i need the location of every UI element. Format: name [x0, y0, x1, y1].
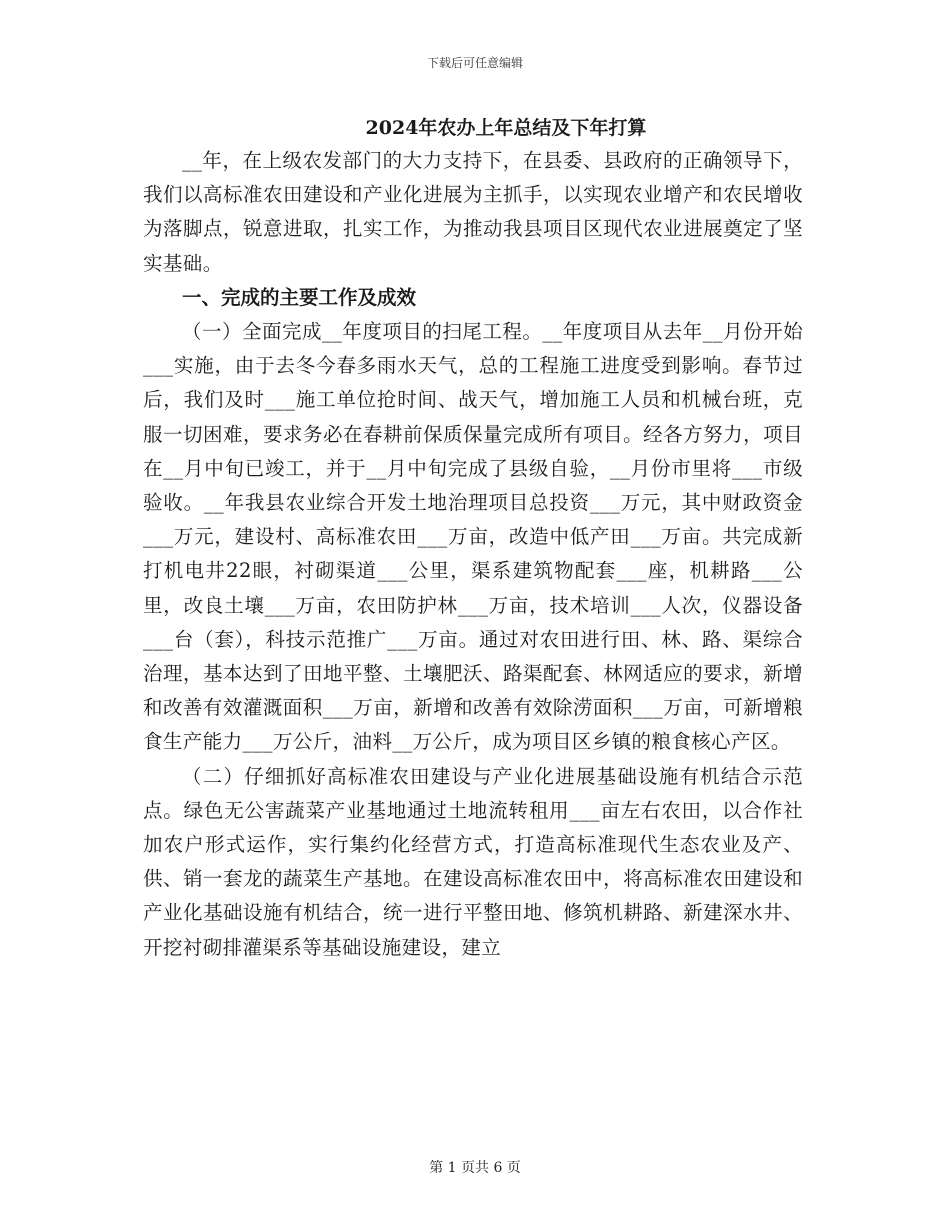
- intro-paragraph: __年，在上级农发部门的大力支持下，在县委、县政府的正确领导下，我们以高标准农田建设和产业化进展为主抓手，以实现农业增产和农民增收为落脚点，锐意进取，扎实工作，为推动我县项目区现代农业进展奠定了坚实基础。: [143, 149, 803, 275]
- document-body: [143, 112, 803, 965]
- page-number: 第 1 页共 6 页: [429, 1160, 521, 1176]
- header-note: 下载后可任意编辑: [426, 56, 523, 70]
- section-heading: 一、完成的主要工作及成效: [182, 285, 417, 309]
- paragraph-2: （二）仔细抓好高标准农田建设与产业化进展基础设施有机结合示范点。绿色无公害蔬菜产业基地通过土地流转租用___亩左右农田，以合作社加农户形式运作，实行集约化经营方式，打造高标准现代生态农业及产、供、销一套龙的蔬菜生产基地。在建设高标准农田中，将高标准农田建设和产业化基础设施有机结合，统一进行平整田地、修筑机耕路、新建深水井、开挖衬砌排灌渠系等基础设施建设，建立: [143, 764, 803, 959]
- paragraph-1: （一）全面完成__年度项目的扫尾工程。__年度项目从去年__月份开始___实施，由于去冬今春多雨水天气，总的工程施工进度受到影响。春节过后，我们及时___施工单位抢时间、战天气，增加施工人员和机械台班，克服一切困难，要求务必在春耕前保质保量完成所有项目。经各方努力，项目在__月中旬已竣工，并于__月中旬完成了县级自验，__月份市里将___市级验收。__年我县农业综合开发土地治理项目总投资___万元，其中财政资金___万元，建设村、高标准农田___万亩，改造中低产田___万亩。共完成新打机电井22眼，衬砌渠道___公里，渠系建筑物配套___座，机耕路___公里，改良土壤___万亩，农田防护林___万亩，技术培训___人次，仪器设备___台（套），科技示范推广___万亩。通过对农田进行田、林、路、渠综合治理，基本达到了田地平整、土壤肥沃、路渠配套、林网适应的要求，新增和改善有效灌溉面积___万亩，新增和改善有效除涝面积___万亩，可新增粮食生产能力___万公斤，油料__万公斤，成为项目区乡镇的粮食核心产区。: [143, 320, 803, 754]
- document-title: 2024年农办上年总结及下年打算: [365, 117, 647, 139]
